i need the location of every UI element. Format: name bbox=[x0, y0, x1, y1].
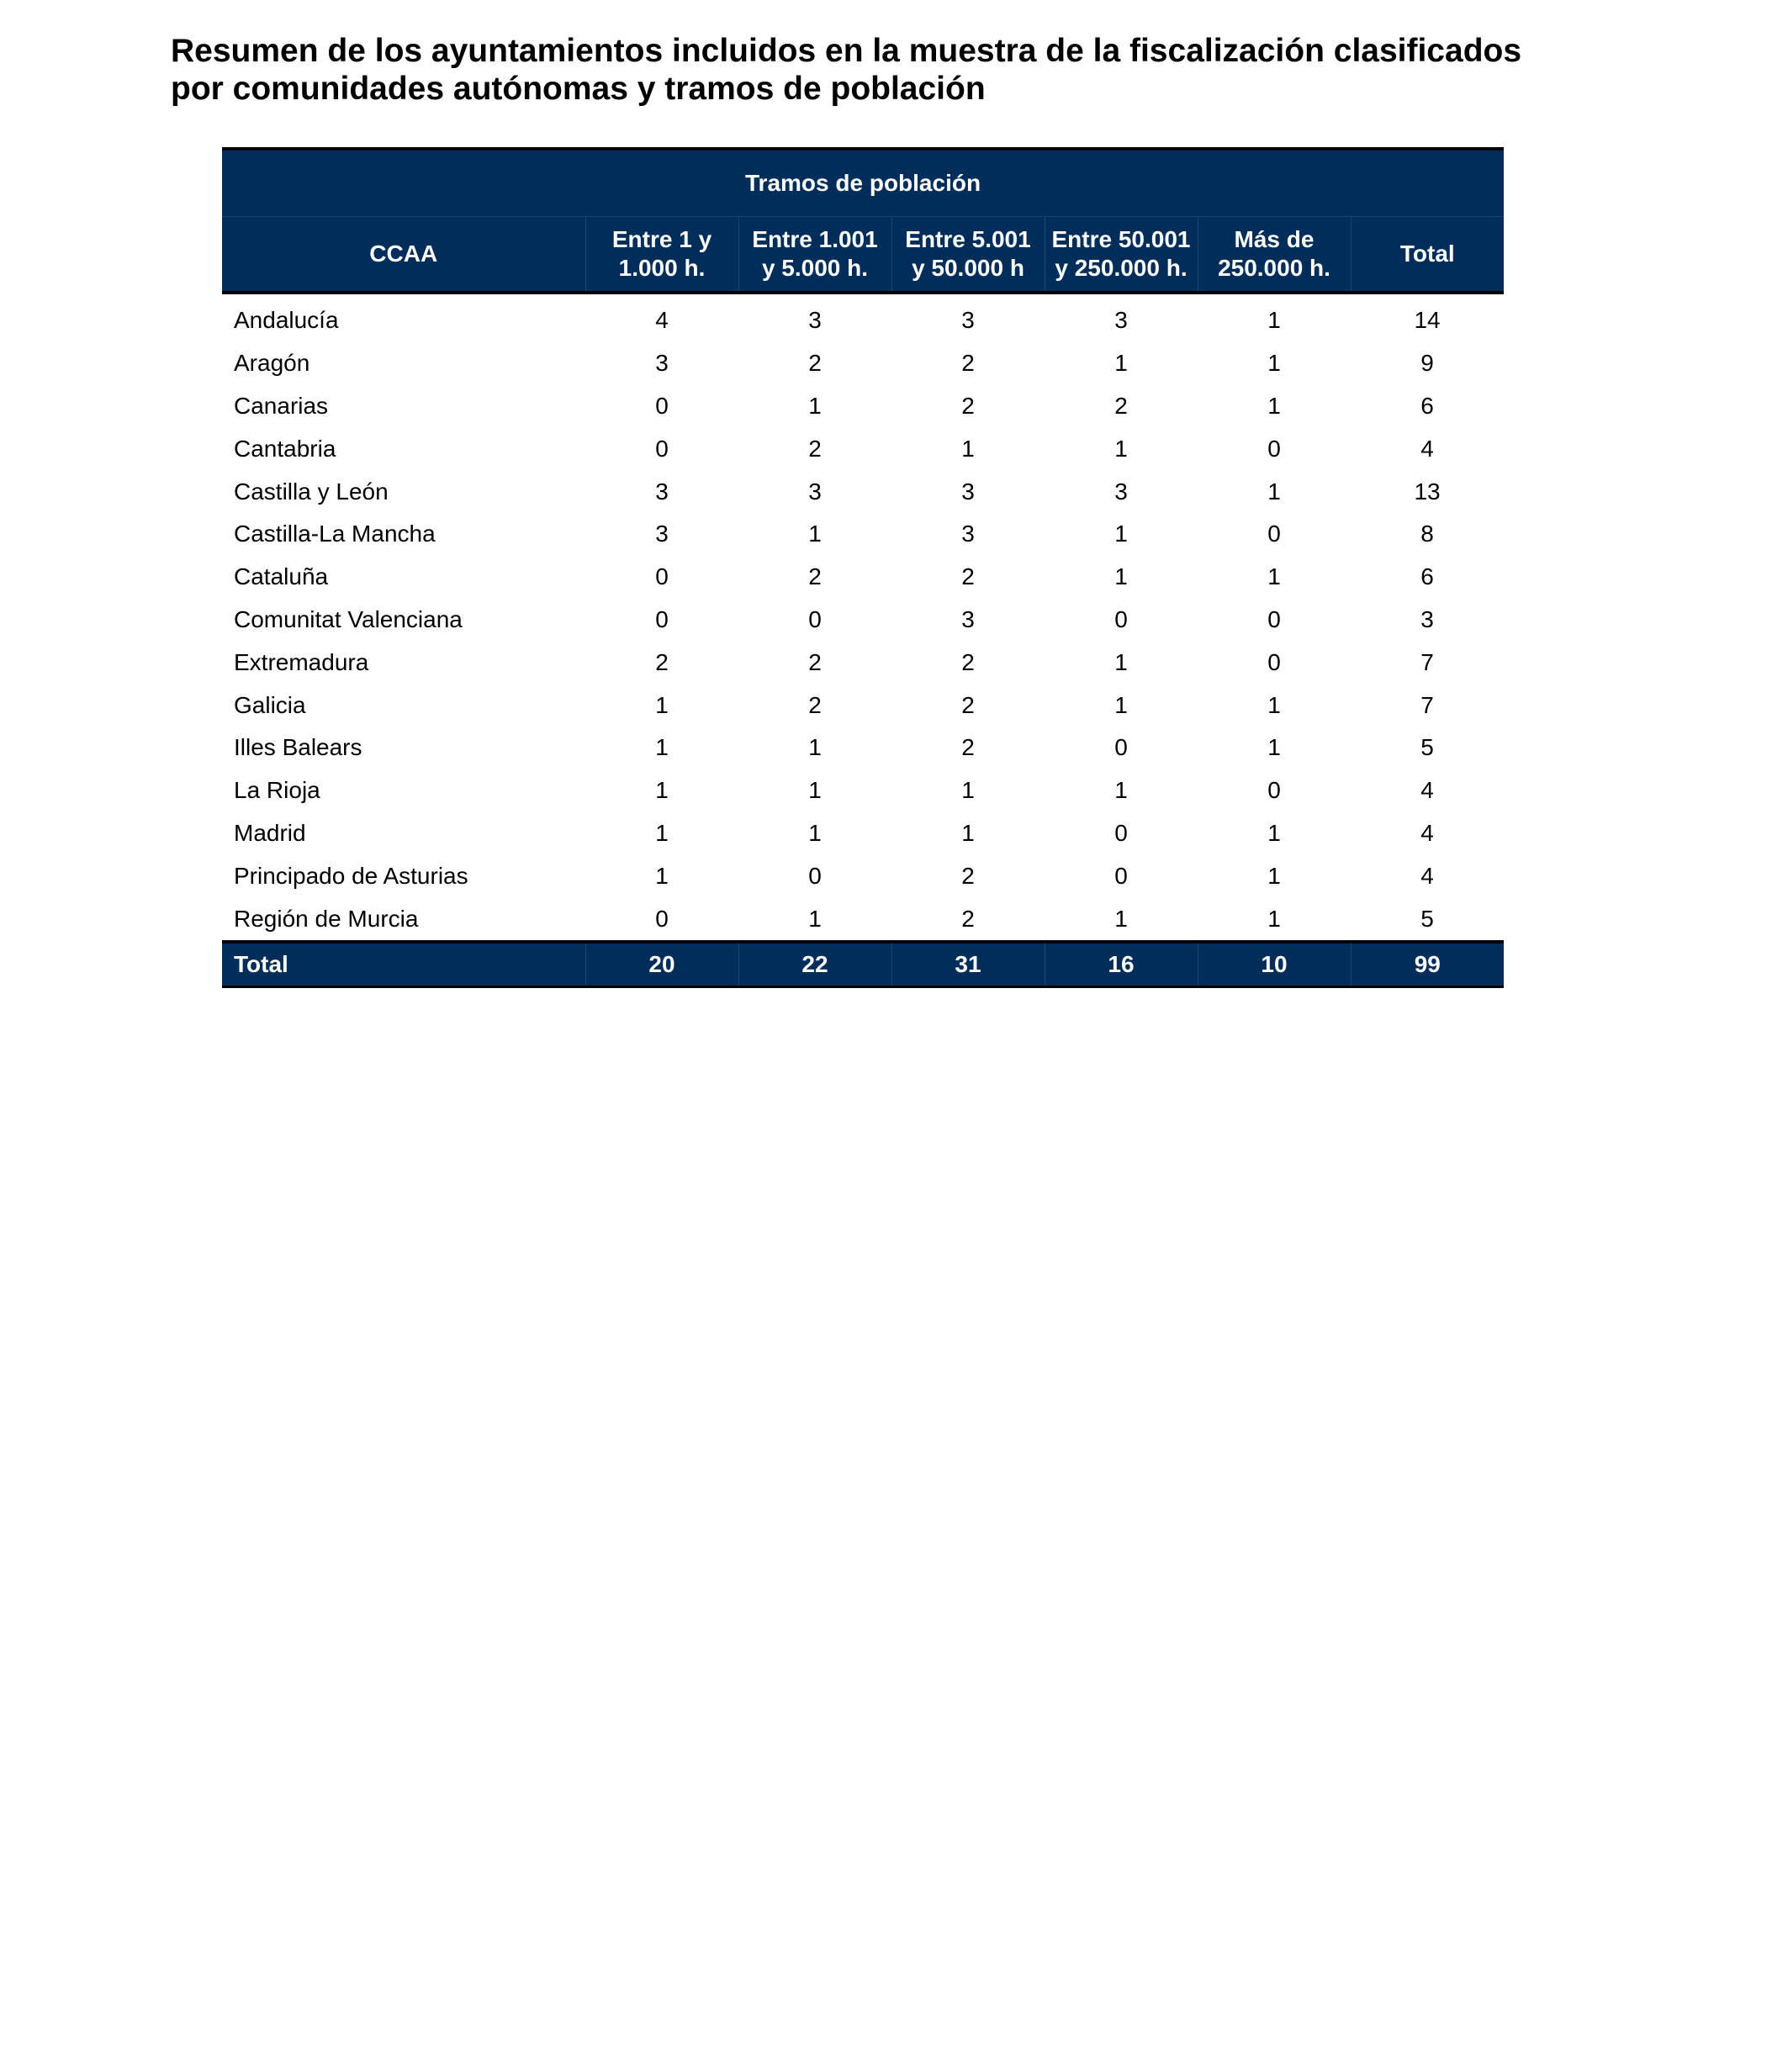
cell-value: 1 bbox=[655, 691, 669, 718]
row-name: Castilla y León bbox=[234, 478, 389, 505]
cell-value: 0 bbox=[655, 435, 669, 462]
table-row bbox=[222, 513, 1504, 556]
row-name: Illes Balears bbox=[234, 734, 362, 761]
cell-value: 2 bbox=[961, 392, 975, 419]
total-row bbox=[222, 942, 1504, 987]
table-row bbox=[222, 342, 1504, 385]
header-group-row bbox=[222, 149, 1504, 217]
row-name: Cantabria bbox=[234, 435, 336, 462]
table-header bbox=[222, 149, 1504, 293]
cell-value: 1 bbox=[1114, 905, 1128, 932]
title-line-2: por comunidades autónomas y tramos de población bbox=[171, 71, 986, 107]
cell-value: 2 bbox=[808, 350, 822, 377]
cell-value: 1 bbox=[1267, 478, 1281, 505]
column-header-line: Entre 5.001 bbox=[905, 226, 1031, 252]
total-cell: 20 bbox=[585, 942, 738, 987]
cell-value: 0 bbox=[1114, 605, 1128, 632]
cell-total: 13 bbox=[1414, 478, 1441, 505]
cell-value: 2 bbox=[961, 862, 975, 889]
cell-total: 7 bbox=[1420, 691, 1434, 718]
cell-value: 1 bbox=[1267, 563, 1281, 590]
cell-total: 4 bbox=[1420, 435, 1434, 462]
cell-value: 1 bbox=[1267, 734, 1281, 761]
table-row bbox=[222, 812, 1504, 855]
cell-value: 1 bbox=[808, 905, 822, 932]
row-name: Aragón bbox=[234, 350, 310, 377]
cell-value: 0 bbox=[655, 563, 669, 590]
cell-value: 3 bbox=[961, 605, 975, 632]
cell-value: 3 bbox=[808, 307, 822, 334]
summary-table bbox=[222, 147, 1504, 988]
column-header-tramo-5 bbox=[1198, 217, 1351, 293]
row-name: Andalucía bbox=[234, 307, 339, 334]
cell-value: 1 bbox=[655, 734, 669, 761]
cell-value: 3 bbox=[655, 521, 669, 547]
table-row bbox=[222, 684, 1504, 727]
cell-value: 1 bbox=[961, 435, 975, 462]
cell-value: 1 bbox=[655, 777, 669, 804]
cell-value: 2 bbox=[961, 563, 975, 590]
row-name: Comunitat Valenciana bbox=[234, 605, 463, 632]
cell-value: 1 bbox=[1114, 777, 1128, 804]
title-line-1: Resumen de los ayuntamientos incluidos en la muestra de la fiscalización clasificados bbox=[171, 33, 1522, 69]
cell-total: 3 bbox=[1420, 605, 1434, 632]
column-header-tramo-1 bbox=[585, 217, 738, 293]
row-name: Principado de Asturias bbox=[234, 862, 468, 889]
table-row bbox=[222, 599, 1504, 642]
table-footer bbox=[222, 942, 1504, 987]
total-cell: 10 bbox=[1198, 942, 1351, 987]
row-name: Castilla-La Mancha bbox=[234, 521, 436, 547]
row-name: Galicia bbox=[234, 691, 306, 718]
table-row bbox=[222, 293, 1504, 342]
column-header-total: Total bbox=[1351, 217, 1504, 293]
cell-value: 3 bbox=[808, 478, 822, 505]
table-row bbox=[222, 641, 1504, 684]
cell-value: 1 bbox=[655, 819, 669, 846]
cell-value: 2 bbox=[961, 648, 975, 675]
cell-total: 4 bbox=[1420, 819, 1434, 846]
cell-value: 1 bbox=[1267, 307, 1281, 334]
cell-value: 1 bbox=[655, 862, 669, 889]
column-header-line: Entre 50.001 bbox=[1051, 226, 1191, 252]
cell-value: 1 bbox=[1114, 350, 1128, 377]
total-row-label: Total bbox=[222, 942, 585, 987]
cell-value: 3 bbox=[961, 521, 975, 547]
column-header-line: y 250.000 h. bbox=[1055, 255, 1188, 281]
cell-value: 0 bbox=[1267, 777, 1281, 804]
cell-value: 2 bbox=[655, 648, 669, 675]
cell-value: 0 bbox=[1114, 734, 1128, 761]
column-header-line: y 50.000 h bbox=[912, 255, 1024, 281]
row-name: Madrid bbox=[234, 819, 306, 846]
cell-value: 0 bbox=[655, 392, 669, 419]
cell-value: 1 bbox=[1267, 819, 1281, 846]
table-row bbox=[222, 854, 1504, 897]
cell-value: 0 bbox=[808, 862, 822, 889]
cell-total: 6 bbox=[1420, 563, 1434, 590]
table-row bbox=[222, 470, 1504, 513]
column-header-line: y 5.000 h. bbox=[761, 255, 869, 281]
cell-value: 1 bbox=[1114, 563, 1128, 590]
cell-value: 2 bbox=[808, 691, 822, 718]
column-header-tramo-3 bbox=[891, 217, 1045, 293]
total-cell: 16 bbox=[1045, 942, 1198, 987]
cell-total: 7 bbox=[1420, 648, 1434, 675]
cell-total: 5 bbox=[1420, 734, 1434, 761]
cell-value: 1 bbox=[808, 392, 822, 419]
cell-value: 2 bbox=[961, 691, 975, 718]
cell-value: 1 bbox=[1267, 691, 1281, 718]
header-columns-row bbox=[222, 217, 1504, 293]
column-header-tramo-2 bbox=[738, 217, 891, 293]
cell-value: 3 bbox=[961, 478, 975, 505]
row-name: Región de Murcia bbox=[234, 905, 419, 932]
table-row bbox=[222, 769, 1504, 812]
column-header-line: 250.000 h. bbox=[1218, 255, 1330, 281]
cell-value: 1 bbox=[1267, 905, 1281, 932]
cell-total: 14 bbox=[1414, 307, 1441, 334]
cell-value: 1 bbox=[808, 521, 822, 547]
cell-total: 5 bbox=[1420, 905, 1434, 932]
table-body bbox=[222, 293, 1504, 942]
cell-value: 3 bbox=[961, 307, 975, 334]
cell-value: 1 bbox=[1114, 521, 1128, 547]
total-cell: 31 bbox=[891, 942, 1045, 987]
table-row bbox=[222, 385, 1504, 428]
cell-value: 2 bbox=[808, 563, 822, 590]
cell-value: 1 bbox=[808, 777, 822, 804]
cell-value: 3 bbox=[655, 478, 669, 505]
cell-value: 1 bbox=[1267, 392, 1281, 419]
cell-value: 3 bbox=[1114, 307, 1128, 334]
table-row bbox=[222, 897, 1504, 942]
grand-total-cell: 99 bbox=[1351, 942, 1504, 987]
cell-value: 1 bbox=[961, 777, 975, 804]
column-header-line: Entre 1.001 bbox=[752, 226, 878, 252]
cell-value: 1 bbox=[808, 734, 822, 761]
column-header-line: 1.000 h. bbox=[618, 255, 706, 281]
cell-total: 4 bbox=[1420, 777, 1434, 804]
cell-value: 3 bbox=[1114, 478, 1128, 505]
cell-value: 2 bbox=[1114, 392, 1128, 419]
cell-total: 8 bbox=[1420, 521, 1434, 547]
cell-value: 1 bbox=[961, 819, 975, 846]
column-header-ccaa: CCAA bbox=[222, 217, 585, 293]
row-name: La Rioja bbox=[234, 777, 320, 804]
cell-value: 1 bbox=[808, 819, 822, 846]
table-row bbox=[222, 727, 1504, 769]
cell-value: 3 bbox=[655, 350, 669, 377]
cell-value: 1 bbox=[1114, 435, 1128, 462]
cell-value: 0 bbox=[1267, 605, 1281, 632]
cell-value: 0 bbox=[1267, 435, 1281, 462]
row-name: Extremadura bbox=[234, 648, 369, 675]
cell-value: 0 bbox=[655, 605, 669, 632]
cell-value: 2 bbox=[961, 734, 975, 761]
cell-value: 1 bbox=[1114, 648, 1128, 675]
table-row bbox=[222, 427, 1504, 470]
cell-value: 0 bbox=[1267, 521, 1281, 547]
cell-value: 2 bbox=[961, 905, 975, 932]
cell-value: 2 bbox=[961, 350, 975, 377]
cell-value: 1 bbox=[1114, 691, 1128, 718]
column-header-line: Más de bbox=[1234, 226, 1315, 252]
summary-table-container bbox=[222, 147, 1504, 988]
cell-value: 0 bbox=[808, 605, 822, 632]
cell-total: 6 bbox=[1420, 392, 1434, 419]
cell-value: 1 bbox=[1267, 350, 1281, 377]
cell-value: 0 bbox=[1114, 819, 1128, 846]
page-title bbox=[171, 32, 1651, 108]
cell-total: 9 bbox=[1420, 350, 1434, 377]
row-name: Cataluña bbox=[234, 563, 329, 590]
cell-value: 1 bbox=[1267, 862, 1281, 889]
column-header-line: Entre 1 y bbox=[611, 226, 712, 252]
cell-value: 0 bbox=[655, 905, 669, 932]
group-header-tramos: Tramos de población bbox=[222, 149, 1504, 217]
table-row bbox=[222, 556, 1504, 599]
column-header-tramo-4 bbox=[1045, 217, 1198, 293]
row-name: Canarias bbox=[234, 392, 329, 419]
cell-value: 2 bbox=[808, 435, 822, 462]
cell-total: 4 bbox=[1420, 862, 1434, 889]
cell-value: 2 bbox=[808, 648, 822, 675]
total-cell: 22 bbox=[738, 942, 891, 987]
cell-value: 0 bbox=[1114, 862, 1128, 889]
cell-value: 4 bbox=[655, 307, 669, 334]
cell-value: 0 bbox=[1267, 648, 1281, 675]
